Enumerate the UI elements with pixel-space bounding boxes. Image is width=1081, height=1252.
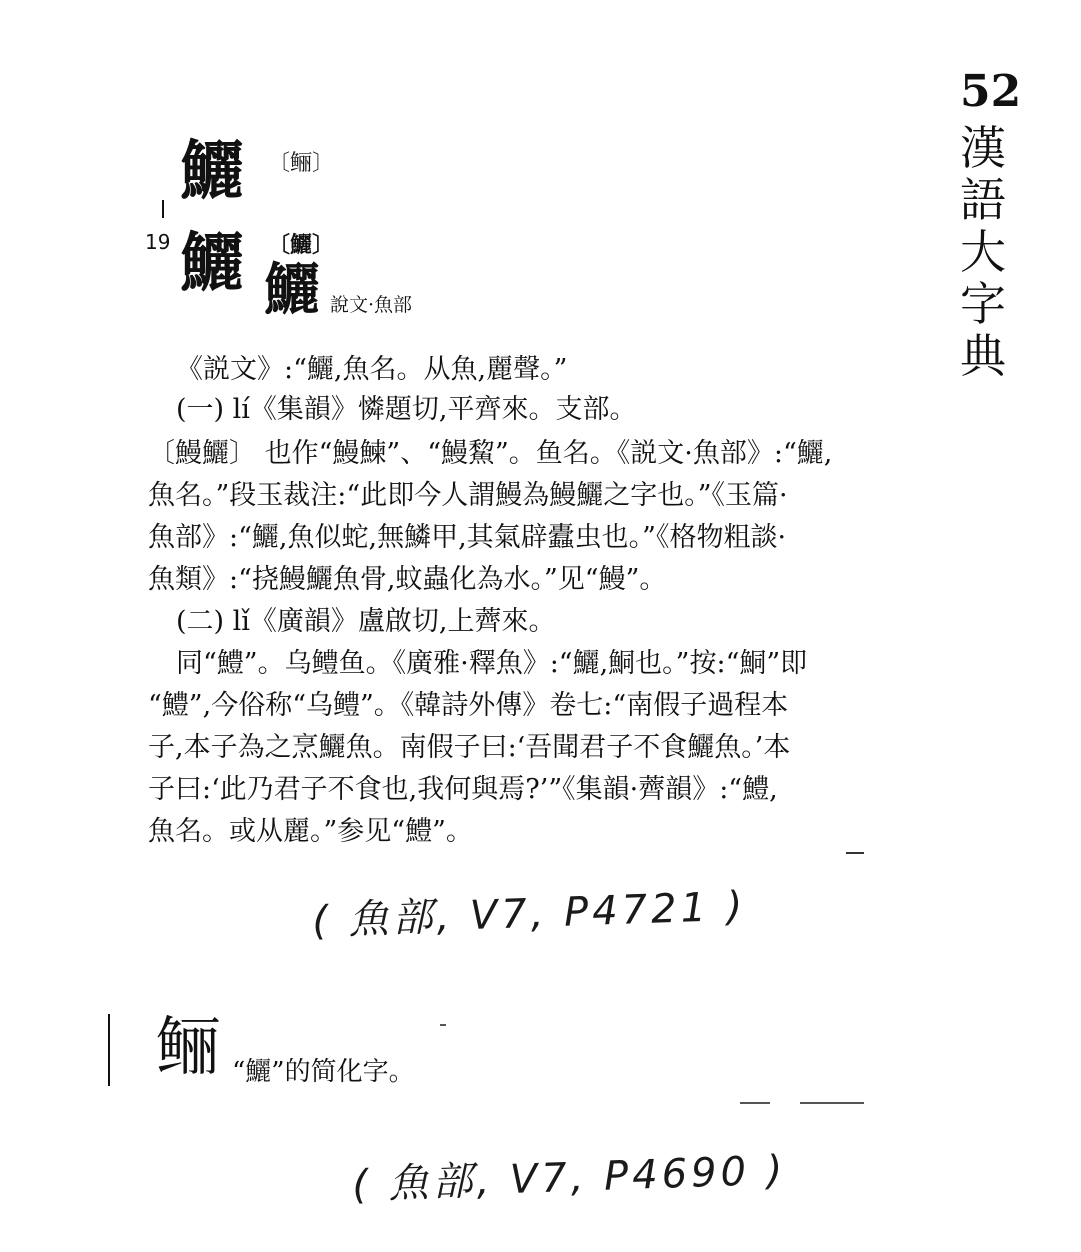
margin-marker [108, 1014, 110, 1086]
print-mark [846, 852, 864, 854]
print-speck [740, 1102, 770, 1104]
definition-line: 同“鱧”。乌鳢鱼。《廣雅·釋魚》:“鱺,鮦也。”按:“鮦”即 [176, 648, 808, 679]
definition-line: 〔鰻鱺〕 也作“鰻鰊”、“鰻鯬”。鱼名。《説文·魚部》:“鱺, [148, 438, 833, 469]
entry-head-character: 鱺 [180, 134, 244, 209]
entry-head-alternate: 鱺 [180, 226, 244, 301]
definition-line: 魚名。”段玉裁注:“此即今人謂鰻為鰻鱺之字也。”《玉篇· [148, 480, 788, 511]
definition-line: “鱺”的简化字。 [232, 1057, 415, 1087]
definition-line: (二) lǐ《廣韻》盧啟切,上薺來。 [176, 606, 556, 637]
definition-line: “鱧”,今俗称“乌鳢”。《韓詩外傳》卷七:“南假子過程本 [148, 690, 789, 721]
seal-script-glyph: 鱺 [264, 257, 320, 323]
margin-marker [162, 200, 164, 218]
book-title: 漢語大字典 [960, 121, 1006, 383]
print-speck [800, 1102, 864, 1104]
entry-head-character: 鲡 [156, 1011, 220, 1085]
handwritten-reference-note: ( 魚部, V7, P4721 ) [311, 883, 748, 945]
definition-line: (一) lí《集韻》憐題切,平齊來。支部。 [176, 394, 637, 425]
seal-script-source: 說文·魚部 [330, 294, 413, 316]
definition-line: 魚名。或从麗。”参见“鱧”。 [148, 816, 473, 847]
simplified-form-bracket: 〔鲡〕 [268, 151, 335, 176]
print-speck [440, 1024, 446, 1026]
definition-line: 魚部》:“鱺,魚似蛇,無鱗甲,其氣辟蠹虫也。”《格物粗談· [148, 522, 787, 553]
definition-line: 魚類》:“挠鰻鱺魚骨,蚊蟲化為水。”见“鰻”。 [148, 564, 667, 595]
definition-line: 《説文》:“鱺,魚名。从魚,麗聲。” [176, 354, 568, 385]
stroke-count: 19 [145, 230, 171, 254]
definition-line: 子曰:‘此乃君子不食也,我何與焉?’”《集韻·薺韻》:“鱧, [148, 774, 778, 805]
definition-line: 子,本子為之烹鱺魚。南假子曰:‘吾聞君子不食鱺魚。’本 [148, 732, 791, 763]
handwritten-reference-note: ( 魚部, V7, P4690 ) [351, 1147, 788, 1209]
alternate-form-bracket: 〔鱺〕 [268, 232, 335, 258]
page-number: 52 [960, 66, 1022, 117]
